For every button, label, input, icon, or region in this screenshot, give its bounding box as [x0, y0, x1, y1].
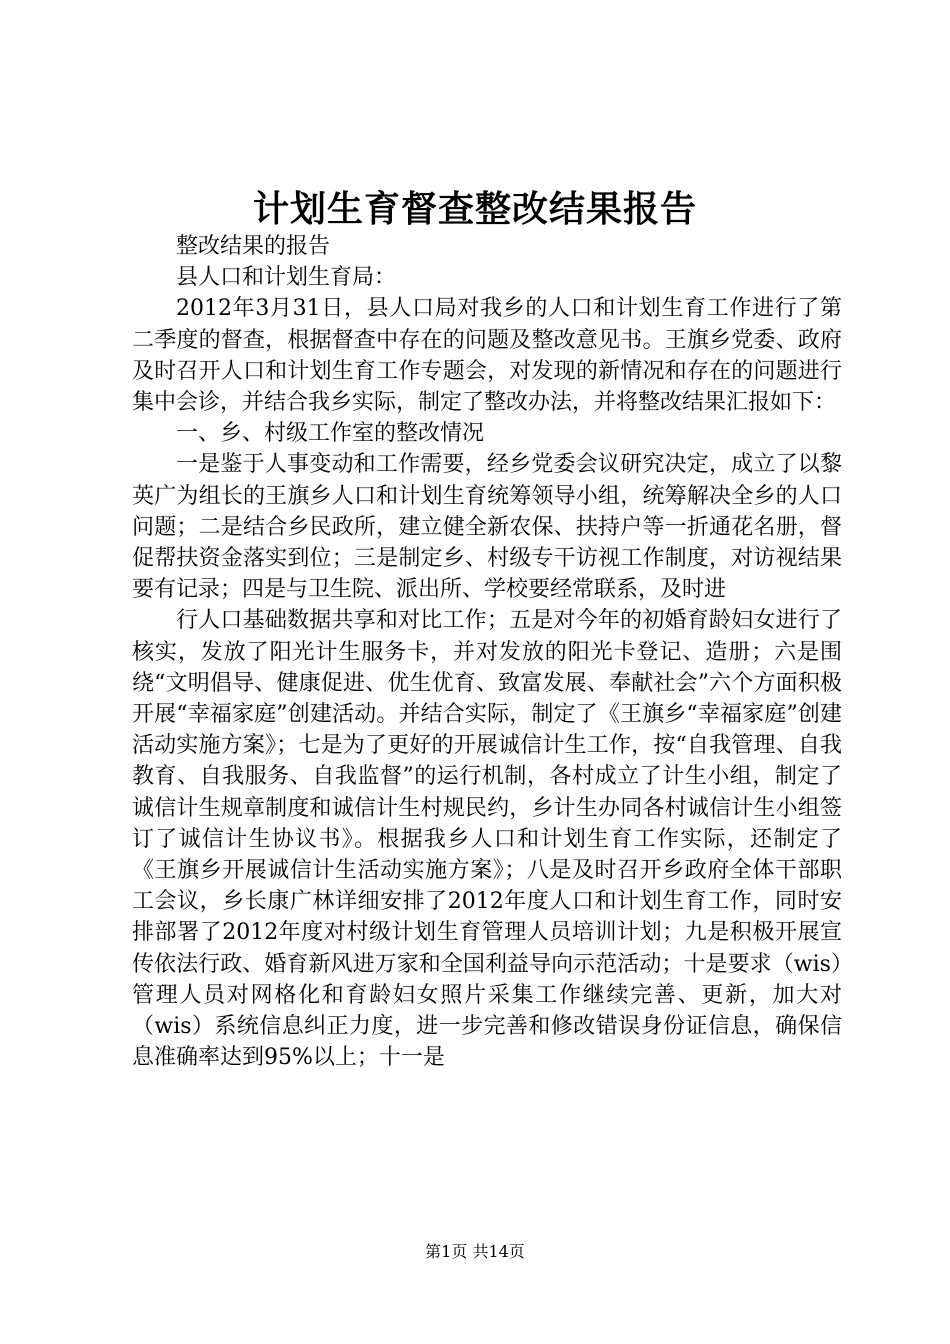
document-body [132, 231, 842, 1073]
paragraph-body-2: 行人口基础数据共享和对比工作；五是对今年的初婚育龄妇女进行了核实，发放了阳光计生服务卡，并对发放的阳光卡登记、造册；六是围绕“文明倡导、健康促进、优生优育、致富发展、奉献社会”六个方面积极开展“幸福家庭”创建活动。并结合实际，制定了《王旗乡“幸福家庭”创建活动实施方案》；七是为了更好的开展诚信计生工作，按“自我管理、自我教育、自我服务、自我监督”的运行机制，各村成立了计生小组，制定了诚信计生规章制度和诚信计生村规民约，乡计生办同各村诚信计生小组签订了诚信计生协议书》。根据我乡人口和计划生育工作实际，还制定了《王旗乡开展诚信计生活动实施方案》；八是及时召开乡政府全体干部职工会议，乡长康广林详细安排了2012年度人口和计划生育工作，同时安排部署了2012年度对村级计划生育管理人员培训计划；九是积极开展宣传依法行政、婚育新风进万家和全国利益导向示范活动；十是要求（wis）管理人员对网格化和育龄妇女照片采集工作继续完善、更新，加大对（wis）系统信息纠正力度，进一步完善和修改错误身份证信息，确保信息准确率达到95%以上；十一是 [132, 608, 842, 1071]
paragraph-body-1: 一是鉴于人事变动和工作需要，经乡党委会议研究决定，成立了以黎英广为组长的王旗乡人口和计划生育统筹领导小组，统筹解决全乡的人口问题；二是结合乡民政所，建立健全新农保、扶持户等一折通花名册，督促帮扶资金落实到位；三是制定乡、村级专干访视工作制度，对访视结果要有记录；四是与卫生院、派出所、学校要经常联系，及时进 [132, 452, 842, 603]
paragraph-intro: 2012年3月31日，县人口局对我乡的人口和计划生育工作进行了第二季度的督查，根据督查中存在的问题及整改意见书。王旗乡党委、政府及时召开人口和计划生育工作专题会，对发现的新情况和存在的问题进行集中会诊，并结合我乡实际，制定了整改办法，并将整改结果汇报如下： [132, 296, 842, 416]
paragraph-subtitle: 整改结果的报告 [176, 234, 331, 259]
document-title: 计划生育督查整改结果报告 [252, 188, 697, 230]
paragraph-section-heading: 一、乡、村级工作室的整改情况 [176, 421, 485, 447]
page-footer: 第1页 共14页 [425, 1242, 525, 1261]
paragraph-recipient: 县人口和计划生育局： [176, 265, 397, 291]
